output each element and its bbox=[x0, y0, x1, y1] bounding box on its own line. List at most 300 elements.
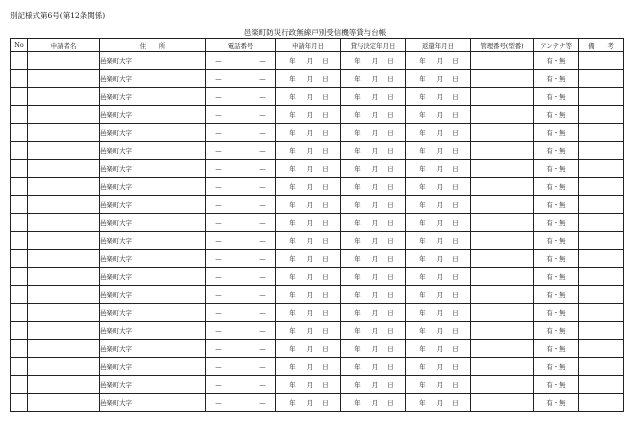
cell-loan-decision-date[interactable] bbox=[341, 376, 406, 394]
year-label: 年 bbox=[289, 273, 296, 281]
cell-address[interactable] bbox=[100, 286, 206, 304]
cell-address[interactable] bbox=[100, 250, 206, 268]
cell-no[interactable] bbox=[11, 214, 28, 232]
cell-no[interactable] bbox=[11, 322, 28, 340]
col-header-no: No bbox=[11, 39, 28, 52]
cell-return-date[interactable] bbox=[406, 322, 471, 340]
cell-phone[interactable] bbox=[206, 394, 276, 412]
year-label: 年 bbox=[289, 165, 296, 173]
cell-address[interactable] bbox=[100, 394, 206, 412]
cell-application-date[interactable] bbox=[276, 70, 341, 88]
cell-address[interactable] bbox=[100, 88, 206, 106]
cell-applicant-name[interactable] bbox=[28, 70, 100, 88]
cell-phone[interactable] bbox=[206, 250, 276, 268]
cell-application-date[interactable] bbox=[276, 160, 341, 178]
cell-no[interactable] bbox=[11, 232, 28, 250]
day-label: 日 bbox=[452, 309, 459, 317]
cell-loan-decision-date[interactable] bbox=[341, 178, 406, 196]
cell-return-date[interactable] bbox=[406, 340, 471, 358]
month-label: 月 bbox=[371, 273, 379, 281]
cell-applicant-name[interactable] bbox=[28, 178, 100, 196]
month-label: 月 bbox=[436, 291, 444, 299]
cell-return-date[interactable] bbox=[406, 196, 471, 214]
cell-application-date[interactable] bbox=[276, 286, 341, 304]
cell-phone[interactable] bbox=[206, 88, 276, 106]
month-label: 月 bbox=[371, 327, 379, 335]
col-header-application-date: 申請年月日 bbox=[276, 39, 341, 52]
cell-remarks[interactable] bbox=[579, 88, 624, 106]
antenna-option: 有・無 bbox=[546, 255, 566, 263]
cell-applicant-name[interactable] bbox=[28, 124, 100, 142]
address-prefix: 邑楽町大字 bbox=[100, 219, 132, 227]
cell-phone[interactable] bbox=[206, 340, 276, 358]
day-label: 日 bbox=[322, 309, 329, 317]
month-label: 月 bbox=[306, 219, 314, 227]
antenna-option: 有・無 bbox=[546, 147, 566, 155]
day-label: 日 bbox=[452, 381, 459, 389]
cell-remarks[interactable] bbox=[579, 196, 624, 214]
cell-address[interactable] bbox=[100, 178, 206, 196]
day-label: 日 bbox=[452, 291, 459, 299]
cell-management-number[interactable] bbox=[471, 376, 534, 394]
col-header-applicant: 申請者名 bbox=[28, 39, 100, 52]
cell-address[interactable] bbox=[100, 142, 206, 160]
cell-applicant-name[interactable] bbox=[28, 214, 100, 232]
cell-remarks[interactable] bbox=[579, 52, 624, 70]
cell-address[interactable] bbox=[100, 322, 206, 340]
cell-no[interactable] bbox=[11, 70, 28, 88]
cell-management-number[interactable] bbox=[471, 196, 534, 214]
cell-address[interactable] bbox=[100, 304, 206, 322]
cell-antenna[interactable] bbox=[534, 376, 579, 394]
cell-application-date[interactable] bbox=[276, 52, 341, 70]
cell-phone[interactable] bbox=[206, 142, 276, 160]
cell-no[interactable] bbox=[11, 52, 28, 70]
table-row bbox=[11, 340, 624, 358]
cell-antenna[interactable] bbox=[534, 214, 579, 232]
cell-loan-decision-date[interactable] bbox=[341, 52, 406, 70]
antenna-option: 有・無 bbox=[546, 237, 566, 245]
cell-antenna[interactable] bbox=[534, 358, 579, 376]
year-label: 年 bbox=[419, 201, 426, 209]
cell-loan-decision-date[interactable] bbox=[341, 268, 406, 286]
month-label: 月 bbox=[306, 363, 314, 371]
cell-antenna[interactable] bbox=[534, 52, 579, 70]
cell-applicant-name[interactable] bbox=[28, 394, 100, 412]
cell-management-number[interactable] bbox=[471, 358, 534, 376]
cell-address[interactable] bbox=[100, 196, 206, 214]
cell-application-date[interactable] bbox=[276, 376, 341, 394]
cell-phone[interactable] bbox=[206, 232, 276, 250]
day-label: 日 bbox=[452, 201, 459, 209]
phone-dash: — bbox=[215, 344, 222, 353]
day-label: 日 bbox=[322, 165, 329, 173]
cell-application-date[interactable] bbox=[276, 304, 341, 322]
cell-return-date[interactable] bbox=[406, 250, 471, 268]
day-label: 日 bbox=[387, 129, 394, 137]
cell-return-date[interactable] bbox=[406, 232, 471, 250]
cell-return-date[interactable] bbox=[406, 358, 471, 376]
cell-address[interactable] bbox=[100, 232, 206, 250]
cell-management-number[interactable] bbox=[471, 142, 534, 160]
month-label: 月 bbox=[436, 399, 444, 407]
cell-loan-decision-date[interactable] bbox=[341, 160, 406, 178]
cell-antenna[interactable] bbox=[534, 268, 579, 286]
cell-applicant-name[interactable] bbox=[28, 196, 100, 214]
cell-remarks[interactable] bbox=[579, 106, 624, 124]
antenna-option: 有・無 bbox=[546, 381, 566, 389]
cell-loan-decision-date[interactable] bbox=[341, 88, 406, 106]
cell-antenna[interactable] bbox=[534, 124, 579, 142]
day-label: 日 bbox=[322, 57, 329, 65]
ledger-title: 邑楽町防災行政無線戸別受信機等貸与台帳 bbox=[243, 28, 387, 37]
month-label: 月 bbox=[371, 291, 379, 299]
cell-address[interactable] bbox=[100, 124, 206, 142]
cell-applicant-name[interactable] bbox=[28, 304, 100, 322]
cell-applicant-name[interactable] bbox=[28, 250, 100, 268]
cell-no[interactable] bbox=[11, 394, 28, 412]
cell-remarks[interactable] bbox=[579, 376, 624, 394]
cell-antenna[interactable] bbox=[534, 340, 579, 358]
cell-phone[interactable] bbox=[206, 178, 276, 196]
cell-address[interactable] bbox=[100, 52, 206, 70]
cell-applicant-name[interactable] bbox=[28, 268, 100, 286]
cell-applicant-name[interactable] bbox=[28, 340, 100, 358]
cell-management-number[interactable] bbox=[471, 88, 534, 106]
cell-no[interactable] bbox=[11, 286, 28, 304]
day-label: 日 bbox=[322, 237, 329, 245]
cell-return-date[interactable] bbox=[406, 160, 471, 178]
cell-remarks[interactable] bbox=[579, 70, 624, 88]
cell-no[interactable] bbox=[11, 178, 28, 196]
cell-loan-decision-date[interactable] bbox=[341, 106, 406, 124]
cell-phone[interactable] bbox=[206, 160, 276, 178]
cell-remarks[interactable] bbox=[579, 394, 624, 412]
cell-return-date[interactable] bbox=[406, 214, 471, 232]
cell-remarks[interactable] bbox=[579, 250, 624, 268]
cell-application-date[interactable] bbox=[276, 124, 341, 142]
cell-application-date[interactable] bbox=[276, 196, 341, 214]
phone-dash: — bbox=[215, 380, 222, 389]
cell-antenna[interactable] bbox=[534, 178, 579, 196]
month-label: 月 bbox=[436, 75, 444, 83]
cell-loan-decision-date[interactable] bbox=[341, 304, 406, 322]
year-label: 年 bbox=[289, 345, 296, 353]
cell-remarks[interactable] bbox=[579, 124, 624, 142]
cell-no[interactable] bbox=[11, 250, 28, 268]
cell-application-date[interactable] bbox=[276, 214, 341, 232]
month-label: 月 bbox=[306, 345, 314, 353]
cell-phone[interactable] bbox=[206, 52, 276, 70]
cell-return-date[interactable] bbox=[406, 268, 471, 286]
year-label: 年 bbox=[419, 183, 426, 191]
cell-no[interactable] bbox=[11, 124, 28, 142]
cell-antenna[interactable] bbox=[534, 70, 579, 88]
year-label: 年 bbox=[419, 363, 426, 371]
cell-antenna[interactable] bbox=[534, 142, 579, 160]
cell-remarks[interactable] bbox=[579, 304, 624, 322]
antenna-option: 有・無 bbox=[546, 291, 566, 299]
cell-antenna[interactable] bbox=[534, 286, 579, 304]
phone-dash: — bbox=[215, 110, 222, 119]
cell-management-number[interactable] bbox=[471, 178, 534, 196]
cell-remarks[interactable] bbox=[579, 178, 624, 196]
cell-management-number[interactable] bbox=[471, 286, 534, 304]
phone-dash: — bbox=[259, 308, 266, 317]
cell-loan-decision-date[interactable] bbox=[341, 322, 406, 340]
cell-application-date[interactable] bbox=[276, 394, 341, 412]
cell-applicant-name[interactable] bbox=[28, 358, 100, 376]
cell-no[interactable] bbox=[11, 88, 28, 106]
cell-application-date[interactable] bbox=[276, 322, 341, 340]
col-header-management-number: 管理番号(型番) bbox=[471, 39, 534, 52]
cell-return-date[interactable] bbox=[406, 88, 471, 106]
year-label: 年 bbox=[354, 75, 361, 83]
table-row bbox=[11, 124, 624, 142]
year-label: 年 bbox=[419, 129, 426, 137]
month-label: 月 bbox=[371, 237, 379, 245]
cell-applicant-name[interactable] bbox=[28, 232, 100, 250]
year-label: 年 bbox=[354, 111, 361, 119]
year-label: 年 bbox=[354, 147, 361, 155]
cell-phone[interactable] bbox=[206, 214, 276, 232]
cell-application-date[interactable] bbox=[276, 268, 341, 286]
cell-antenna[interactable] bbox=[534, 232, 579, 250]
cell-management-number[interactable] bbox=[471, 70, 534, 88]
phone-dash: — bbox=[215, 290, 222, 299]
cell-application-date[interactable] bbox=[276, 106, 341, 124]
cell-loan-decision-date[interactable] bbox=[341, 232, 406, 250]
cell-return-date[interactable] bbox=[406, 394, 471, 412]
year-label: 年 bbox=[289, 309, 296, 317]
month-label: 月 bbox=[306, 111, 314, 119]
cell-remarks[interactable] bbox=[579, 340, 624, 358]
antenna-option: 有・無 bbox=[546, 57, 566, 65]
cell-no[interactable] bbox=[11, 340, 28, 358]
cell-application-date[interactable] bbox=[276, 250, 341, 268]
cell-applicant-name[interactable] bbox=[28, 160, 100, 178]
col-header-phone: 電話番号 bbox=[206, 39, 276, 52]
cell-no[interactable] bbox=[11, 376, 28, 394]
cell-antenna[interactable] bbox=[534, 196, 579, 214]
cell-address[interactable] bbox=[100, 358, 206, 376]
cell-antenna[interactable] bbox=[534, 88, 579, 106]
cell-no[interactable] bbox=[11, 196, 28, 214]
cell-return-date[interactable] bbox=[406, 142, 471, 160]
cell-loan-decision-date[interactable] bbox=[341, 286, 406, 304]
cell-return-date[interactable] bbox=[406, 52, 471, 70]
cell-loan-decision-date[interactable] bbox=[341, 394, 406, 412]
cell-phone[interactable] bbox=[206, 196, 276, 214]
cell-phone[interactable] bbox=[206, 322, 276, 340]
cell-management-number[interactable] bbox=[471, 214, 534, 232]
cell-return-date[interactable] bbox=[406, 178, 471, 196]
year-label: 年 bbox=[289, 237, 296, 245]
cell-management-number[interactable] bbox=[471, 52, 534, 70]
address-prefix: 邑楽町大字 bbox=[100, 183, 132, 191]
cell-address[interactable] bbox=[100, 340, 206, 358]
year-label: 年 bbox=[419, 327, 426, 335]
day-label: 日 bbox=[387, 363, 394, 371]
cell-remarks[interactable] bbox=[579, 214, 624, 232]
cell-return-date[interactable] bbox=[406, 124, 471, 142]
cell-antenna[interactable] bbox=[534, 160, 579, 178]
cell-management-number[interactable] bbox=[471, 322, 534, 340]
cell-return-date[interactable] bbox=[406, 106, 471, 124]
cell-no[interactable] bbox=[11, 268, 28, 286]
phone-dash: — bbox=[259, 344, 266, 353]
day-label: 日 bbox=[387, 399, 394, 407]
cell-address[interactable] bbox=[100, 70, 206, 88]
phone-dash: — bbox=[259, 380, 266, 389]
year-label: 年 bbox=[354, 165, 361, 173]
cell-applicant-name[interactable] bbox=[28, 52, 100, 70]
cell-antenna[interactable] bbox=[534, 322, 579, 340]
cell-loan-decision-date[interactable] bbox=[341, 358, 406, 376]
cell-application-date[interactable] bbox=[276, 88, 341, 106]
month-label: 月 bbox=[306, 183, 314, 191]
day-label: 日 bbox=[322, 399, 329, 407]
cell-loan-decision-date[interactable] bbox=[341, 196, 406, 214]
cell-management-number[interactable] bbox=[471, 160, 534, 178]
cell-management-number[interactable] bbox=[471, 106, 534, 124]
cell-antenna[interactable] bbox=[534, 304, 579, 322]
cell-loan-decision-date[interactable] bbox=[341, 250, 406, 268]
day-label: 日 bbox=[322, 327, 329, 335]
cell-phone[interactable] bbox=[206, 106, 276, 124]
cell-return-date[interactable] bbox=[406, 286, 471, 304]
cell-applicant-name[interactable] bbox=[28, 376, 100, 394]
cell-antenna[interactable] bbox=[534, 250, 579, 268]
cell-remarks[interactable] bbox=[579, 268, 624, 286]
cell-remarks[interactable] bbox=[579, 232, 624, 250]
day-label: 日 bbox=[452, 273, 459, 281]
cell-address[interactable] bbox=[100, 268, 206, 286]
cell-return-date[interactable] bbox=[406, 376, 471, 394]
cell-return-date[interactable] bbox=[406, 70, 471, 88]
month-label: 月 bbox=[371, 129, 379, 137]
cell-remarks[interactable] bbox=[579, 286, 624, 304]
address-prefix: 邑楽町大字 bbox=[100, 201, 132, 209]
cell-remarks[interactable] bbox=[579, 160, 624, 178]
cell-antenna[interactable] bbox=[534, 106, 579, 124]
address-prefix: 邑楽町大字 bbox=[100, 147, 132, 155]
phone-dash: — bbox=[259, 164, 266, 173]
day-label: 日 bbox=[387, 237, 394, 245]
day-label: 日 bbox=[322, 201, 329, 209]
cell-address[interactable] bbox=[100, 376, 206, 394]
year-label: 年 bbox=[289, 111, 296, 119]
antenna-option: 有・無 bbox=[546, 129, 566, 137]
cell-no[interactable] bbox=[11, 142, 28, 160]
cell-phone[interactable] bbox=[206, 358, 276, 376]
cell-phone[interactable] bbox=[206, 376, 276, 394]
cell-management-number[interactable] bbox=[471, 304, 534, 322]
cell-applicant-name[interactable] bbox=[28, 88, 100, 106]
month-label: 月 bbox=[306, 399, 314, 407]
phone-dash: — bbox=[215, 272, 222, 281]
cell-management-number[interactable] bbox=[471, 232, 534, 250]
cell-antenna[interactable] bbox=[534, 394, 579, 412]
cell-management-number[interactable] bbox=[471, 394, 534, 412]
cell-applicant-name[interactable] bbox=[28, 322, 100, 340]
cell-phone[interactable] bbox=[206, 304, 276, 322]
cell-no[interactable] bbox=[11, 304, 28, 322]
cell-application-date[interactable] bbox=[276, 142, 341, 160]
year-label: 年 bbox=[354, 237, 361, 245]
cell-applicant-name[interactable] bbox=[28, 286, 100, 304]
cell-management-number[interactable] bbox=[471, 340, 534, 358]
cell-no[interactable] bbox=[11, 358, 28, 376]
cell-phone[interactable] bbox=[206, 286, 276, 304]
cell-applicant-name[interactable] bbox=[28, 142, 100, 160]
col-header-antenna: アンテナ等 bbox=[534, 39, 579, 52]
phone-dash: — bbox=[259, 146, 266, 155]
year-label: 年 bbox=[289, 129, 296, 137]
cell-address[interactable] bbox=[100, 106, 206, 124]
year-label: 年 bbox=[354, 183, 361, 191]
cell-phone[interactable] bbox=[206, 70, 276, 88]
cell-application-date[interactable] bbox=[276, 340, 341, 358]
table-row bbox=[11, 142, 624, 160]
table-row bbox=[11, 286, 624, 304]
cell-remarks[interactable] bbox=[579, 358, 624, 376]
cell-phone[interactable] bbox=[206, 268, 276, 286]
cell-application-date[interactable] bbox=[276, 232, 341, 250]
cell-loan-decision-date[interactable] bbox=[341, 124, 406, 142]
cell-address[interactable] bbox=[100, 214, 206, 232]
cell-application-date[interactable] bbox=[276, 178, 341, 196]
cell-loan-decision-date[interactable] bbox=[341, 70, 406, 88]
address-prefix: 邑楽町大字 bbox=[100, 75, 132, 83]
cell-application-date[interactable] bbox=[276, 358, 341, 376]
year-label: 年 bbox=[289, 57, 296, 65]
address-prefix: 邑楽町大字 bbox=[100, 345, 132, 353]
cell-return-date[interactable] bbox=[406, 304, 471, 322]
cell-management-number[interactable] bbox=[471, 268, 534, 286]
day-label: 日 bbox=[322, 273, 329, 281]
cell-management-number[interactable] bbox=[471, 250, 534, 268]
cell-no[interactable] bbox=[11, 106, 28, 124]
cell-remarks[interactable] bbox=[579, 322, 624, 340]
year-label: 年 bbox=[289, 147, 296, 155]
day-label: 日 bbox=[387, 345, 394, 353]
cell-remarks[interactable] bbox=[579, 142, 624, 160]
cell-loan-decision-date[interactable] bbox=[341, 340, 406, 358]
month-label: 月 bbox=[436, 363, 444, 371]
cell-address[interactable] bbox=[100, 160, 206, 178]
cell-phone[interactable] bbox=[206, 124, 276, 142]
col-header-return-date: 返還年月日 bbox=[406, 39, 471, 52]
day-label: 日 bbox=[452, 111, 459, 119]
cell-loan-decision-date[interactable] bbox=[341, 214, 406, 232]
table-row bbox=[11, 196, 624, 214]
month-label: 月 bbox=[306, 75, 314, 83]
cell-management-number[interactable] bbox=[471, 124, 534, 142]
antenna-option: 有・無 bbox=[546, 165, 566, 173]
year-label: 年 bbox=[289, 381, 296, 389]
cell-applicant-name[interactable] bbox=[28, 106, 100, 124]
cell-loan-decision-date[interactable] bbox=[341, 142, 406, 160]
cell-no[interactable] bbox=[11, 160, 28, 178]
month-label: 月 bbox=[306, 309, 314, 317]
year-label: 年 bbox=[354, 399, 361, 407]
day-label: 日 bbox=[452, 57, 459, 65]
month-label: 月 bbox=[306, 93, 314, 101]
phone-dash: — bbox=[259, 236, 266, 245]
address-prefix: 邑楽町大字 bbox=[100, 381, 132, 389]
day-label: 日 bbox=[387, 219, 394, 227]
